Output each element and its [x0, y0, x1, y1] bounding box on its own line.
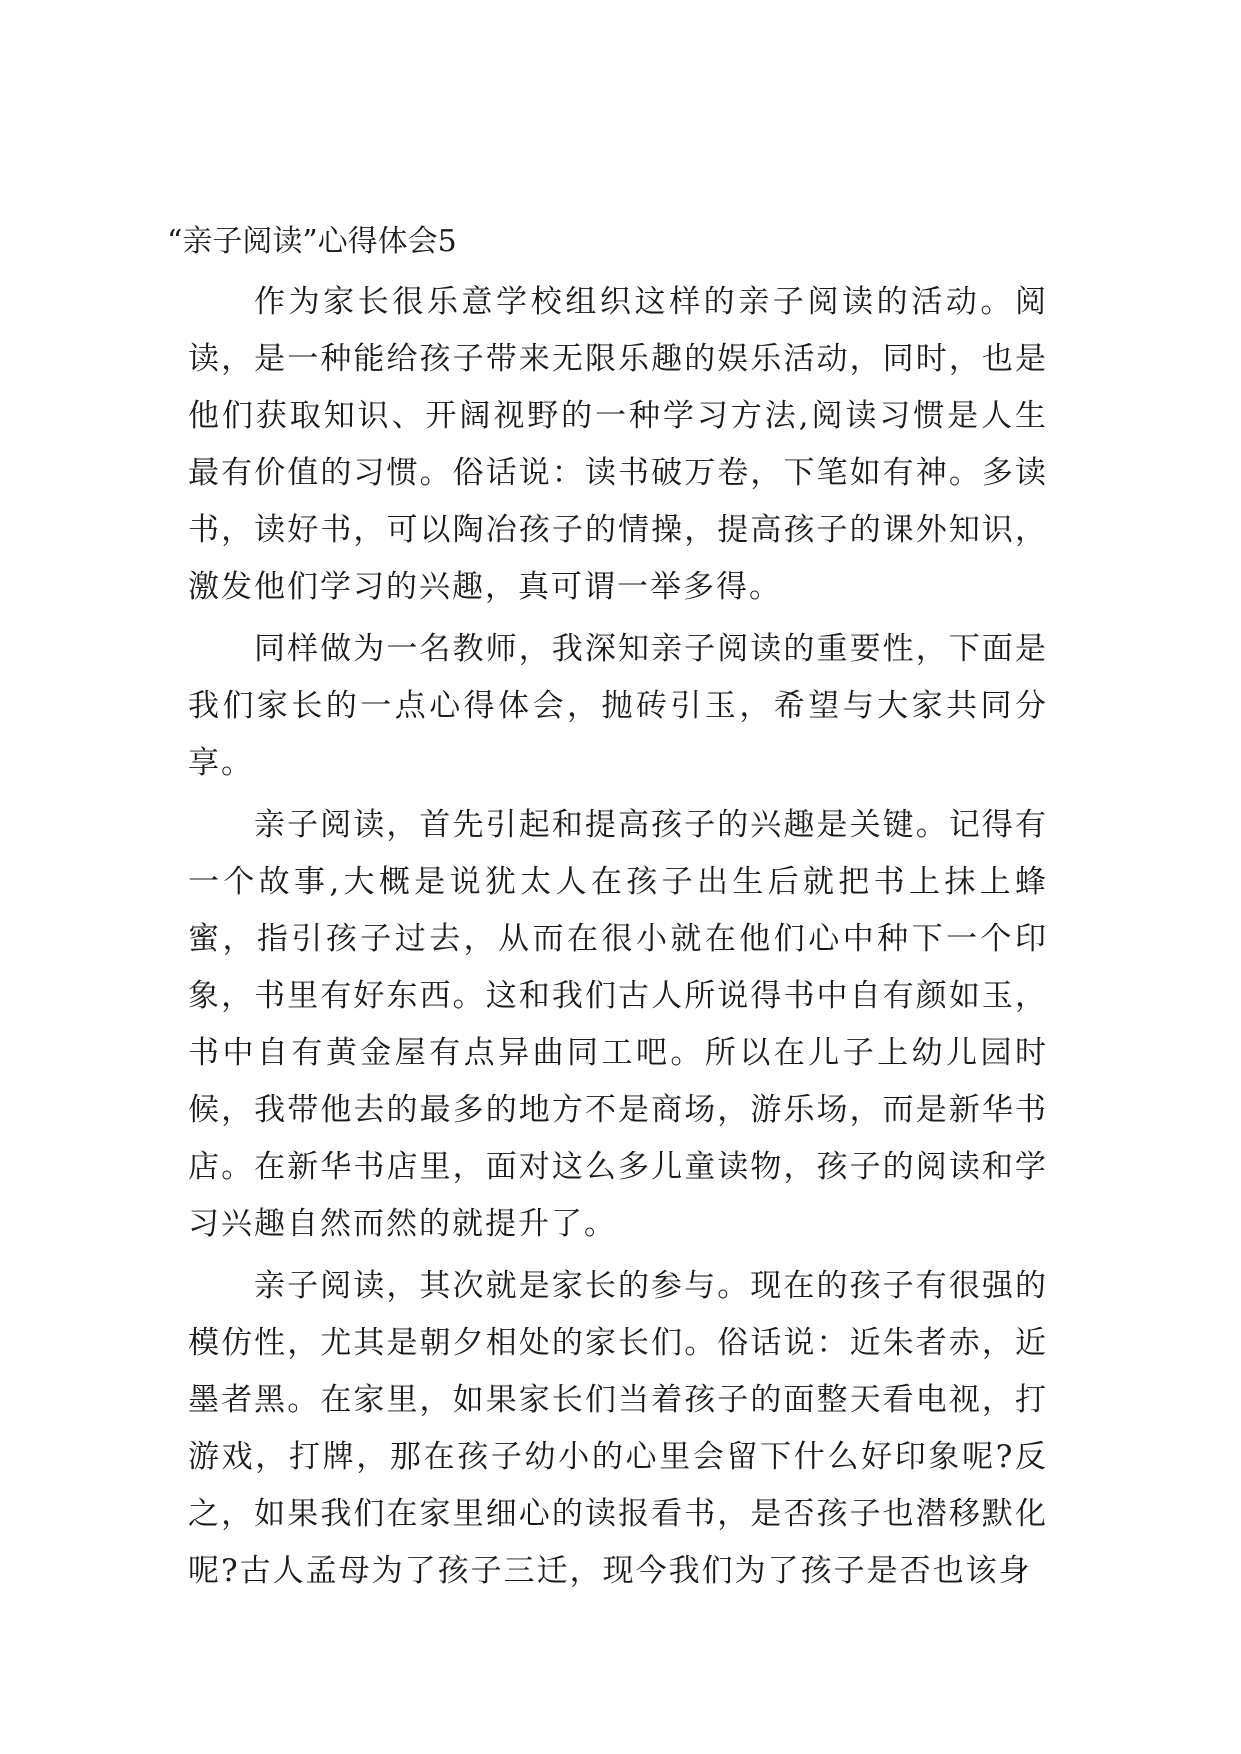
paragraph-4: 亲子阅读，其次就是家长的参与。现在的孩子有很强的模仿性，尤其是朝夕相处的家长们。俗话说：近朱者赤，近墨者黑。在家里，如果家长们当着孩子的面整天看电视，打游戏，打牌，那在孩子幼小的心里会留下什么好印象呢?反之，如果我们在家里细心的读报看书，是否孩子也潜移默化呢?古人孟母为了孩子三迁，现今我们为了孩子是否也该身 — [188, 1268, 1048, 1589]
document-body — [188, 274, 1048, 1600]
document-title: “亲子阅读”心得体会5 — [167, 224, 457, 259]
paragraph-1: 作为家长很乐意学校组织这样的亲子阅读的活动。阅读，是一种能给孩子带来无限乐趣的娱乐活动，同时，也是他们获取知识、开阔视野的一种学习方法,阅读习惯是人生最有价值的习惯。俗话说：读书破万卷，下笔如有神。多读书，读好书，可以陶冶孩子的情操，提高孩子的课外知识，激发他们学习的兴趣，真可谓一举多得。 — [188, 284, 1048, 605]
paragraph-2: 同样做为一名教师，我深知亲子阅读的重要性，下面是我们家长的一点心得体会，抛砖引玉，希望与大家共同分享。 — [188, 631, 1048, 781]
paragraph-3: 亲子阅读，首先引起和提高孩子的兴趣是关键。记得有一个故事,大概是说犹太人在孩子出生后就把书上抹上蜂蜜，指引孩子过去，从而在很小就在他们心中种下一个印象，书里有好东西。这和我们古人所说得书中自有颜如玉，书中自有黄金屋有点异曲同工吧。所以在儿子上幼儿园时候，我带他去的最多的地方不是商场，游乐场，而是新华书店。在新华书店里，面对这么多儿童读物，孩子的阅读和学习兴趣自然而然的就提升了。 — [188, 807, 1048, 1242]
